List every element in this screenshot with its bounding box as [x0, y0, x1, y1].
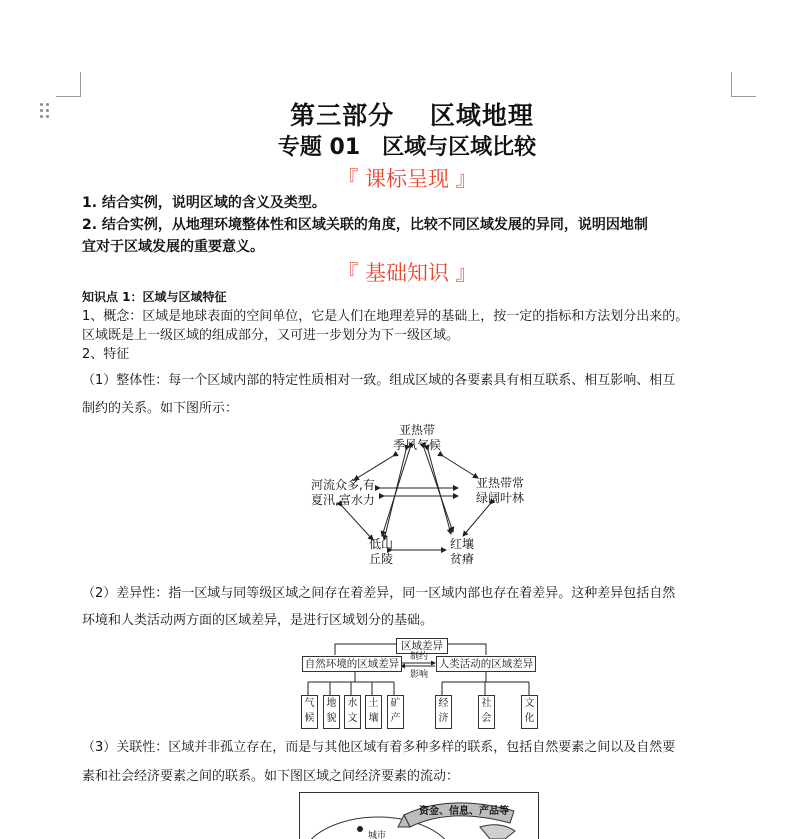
factor-mineral: 矿产 [387, 695, 404, 729]
node-regional-difference: 区域差异 [396, 638, 448, 654]
factor-climate: 气候 [301, 695, 318, 729]
factor-economy: 经济 [435, 695, 452, 729]
node-natural-difference: 自然环境的区域差异 [302, 656, 402, 672]
integrity-line-1: （1）整体性：每一个区域内部的特定性质相对一致。组成区域的各要素具有相互联系、相互影响、相互 [82, 373, 676, 388]
economic-flow-map [299, 792, 539, 839]
topic-title: 专题 01 区域与区域比较 [277, 135, 537, 160]
knowledge-point-title: 知识点 1：区域与区域特征 [82, 290, 227, 304]
node-landform: 低山 丘陵 [369, 537, 394, 566]
objective-2-line-1: 2. 结合实例，从地理环境整体性和区域关联的角度，比较不同区域发展的异同，说明因地制 [82, 217, 648, 233]
node-soil: 红壤 贫瘠 [450, 537, 475, 566]
factor-culture: 文化 [521, 695, 538, 729]
linkage-line-2: 素和社会经济要素之间的联系。如下图区域之间经济要素的流动： [82, 769, 460, 784]
linkage-line-1: （3）关联性：区域并非孤立存在，而是与其他区域有着多种多样的联系，包括自然要素之间以及自然要 [82, 740, 676, 755]
factor-society: 社会 [478, 695, 495, 729]
page-corner-mark-top-left [56, 72, 81, 97]
label-constrain: 制约 [410, 652, 429, 662]
node-hydrology: 河流众多,有 夏汛,富水力 [311, 478, 375, 507]
flow-label: 资金、信息、产品等 [419, 806, 509, 817]
page-title: 第三部分 区域地理 [290, 101, 534, 130]
objective-1: 1. 结合实例，说明区域的含义及类型。 [82, 195, 326, 211]
factor-soil: 土壤 [365, 695, 382, 729]
section-heading-jichu: 『 基础知识 』 [337, 261, 477, 285]
node-climate: 亚热带 季风气候 [393, 423, 442, 452]
node-human-difference: 人类活动的区域差异 [436, 656, 536, 672]
objective-2-line-2: 宜对于区域发展的重要意义。 [82, 239, 264, 255]
page-corner-mark-top-right [731, 72, 756, 97]
label-influence: 影响 [410, 670, 429, 680]
feature-heading: 2、特征 [82, 347, 130, 362]
concept-line-1: 1、概念：区域是地球表面的空间单位，它是人们在地理差异的基础上，按一定的指标和方法划分出来的。 [82, 309, 689, 324]
concept-line-2: 区域既是上一级区域的组成部分，又可进一步划分为下一级区域。 [82, 328, 460, 343]
difference-line-1: （2）差异性：指一区域与同等级区域之间存在着差异，同一区域内部也存在着差异。这种差异包括自然 [82, 586, 676, 601]
node-vegetation: 亚热带常 绿阔叶林 [476, 476, 525, 505]
section-heading-kebiao: 『 课标呈现 』 [337, 167, 477, 191]
factor-landform: 地貌 [323, 695, 340, 729]
integrity-line-2: 制约的关系。如下图所示： [82, 401, 239, 416]
city-label: 城市 [368, 831, 387, 839]
factor-hydrology: 水文 [344, 695, 361, 729]
difference-line-2: 环境和人类活动两方面的区域差异，是进行区域划分的基础。 [82, 613, 434, 628]
